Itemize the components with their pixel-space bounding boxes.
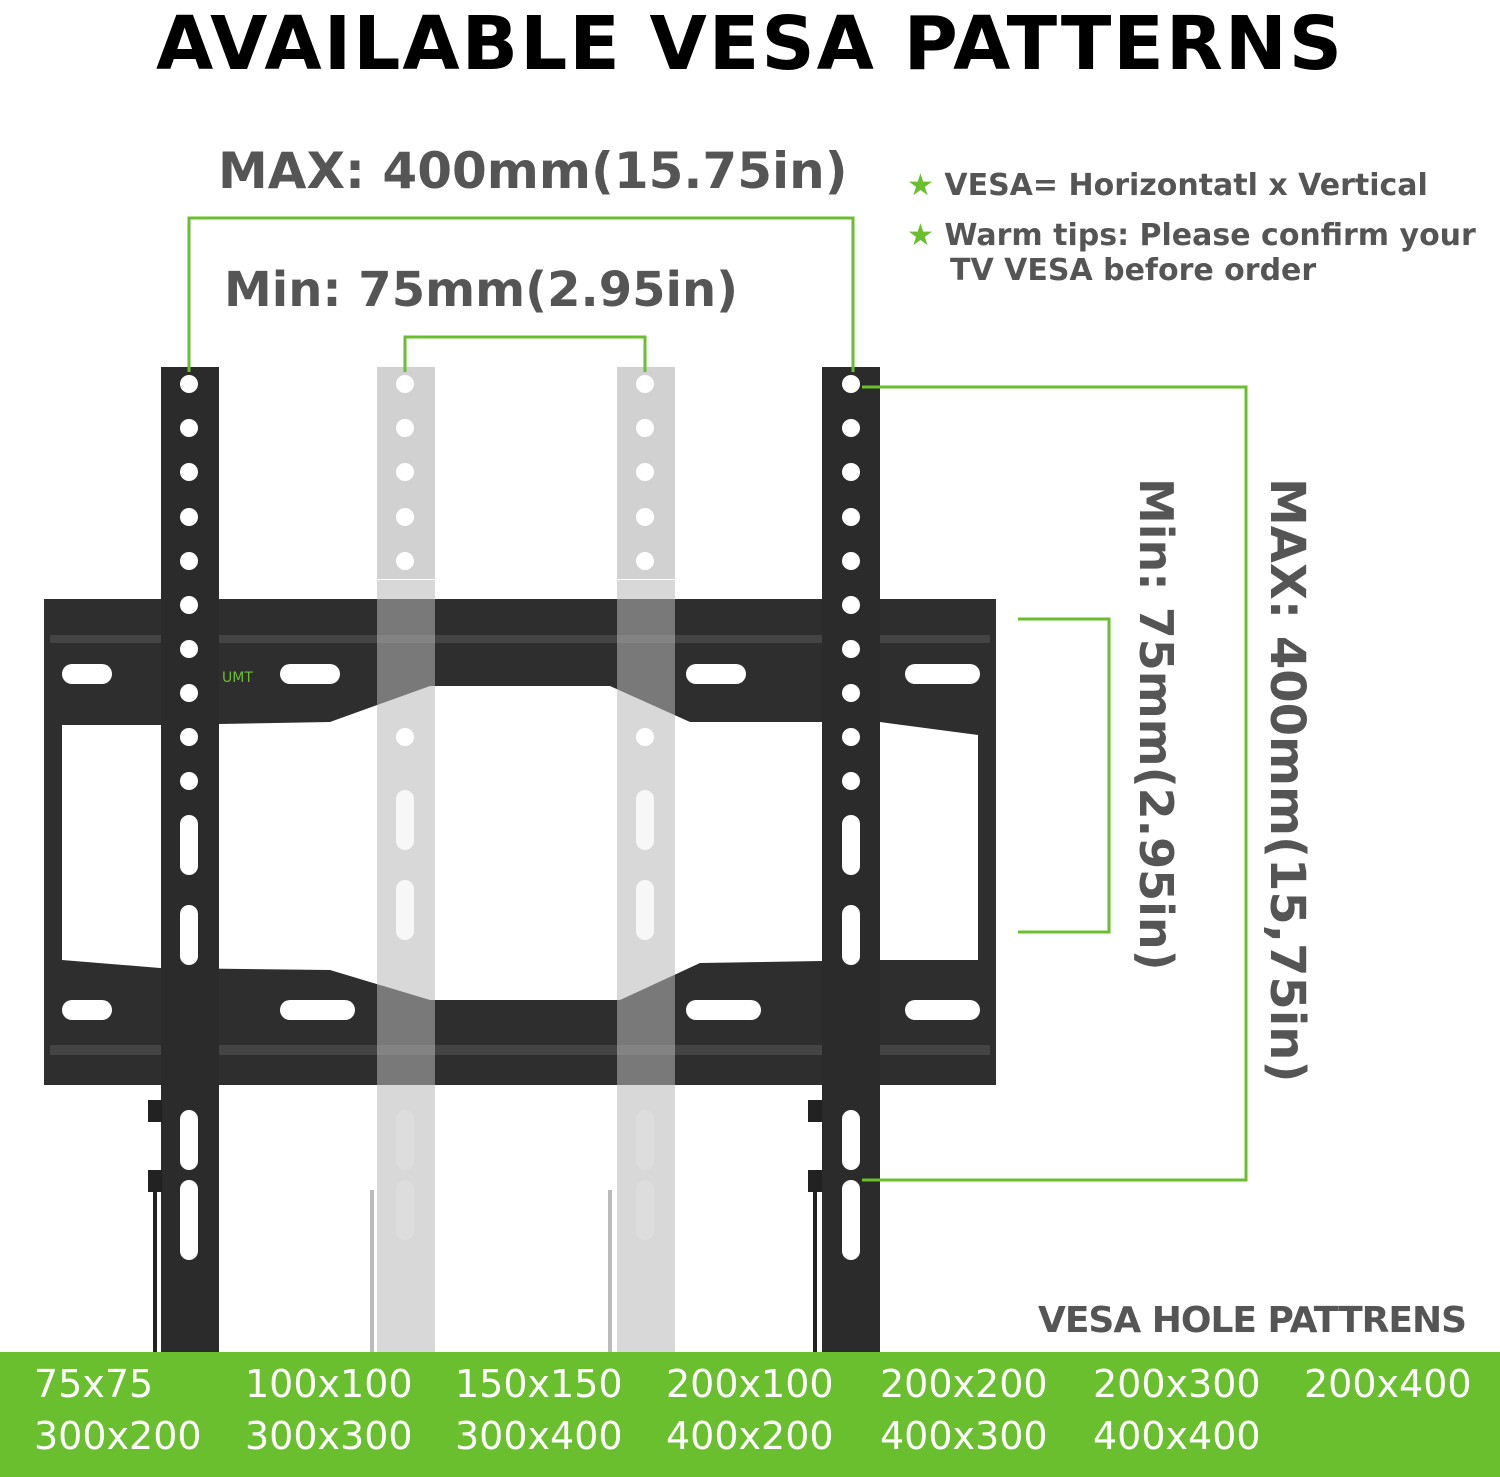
min-horizontal-label: Min: 75mm(2.95in) (224, 262, 739, 318)
pattern-cell: 200x100 (666, 1362, 834, 1406)
tip-text: Warm tips: Please confirm your (944, 218, 1476, 253)
bracket-arm-ghost-left (372, 367, 435, 1477)
pattern-cell: 300x200 (34, 1414, 202, 1458)
pattern-cell: 300x400 (455, 1414, 623, 1458)
bracket-arm-ghost-right (610, 367, 675, 1477)
pattern-cell: 200x300 (1093, 1362, 1261, 1406)
pattern-cell: 300x300 (245, 1414, 413, 1458)
pattern-cell: 400x300 (880, 1414, 1048, 1458)
max-vertical-label: MAX: 400mm(15,75in) (1259, 478, 1315, 1083)
tip-warm-tips-continued: TV VESA before order (950, 253, 1317, 288)
svg-text:UMT: UMT (222, 670, 253, 686)
pattern-cell: 400x400 (1093, 1414, 1261, 1458)
max-horizontal-label: MAX: 400mm(15.75in) (218, 142, 848, 200)
tip-vesa-definition (907, 168, 1428, 203)
tip-warm-tips (907, 218, 1476, 253)
pattern-cell: 150x150 (455, 1362, 623, 1406)
pattern-cell: 400x200 (666, 1414, 834, 1458)
pattern-cell: 75x75 (34, 1362, 154, 1406)
star-icon: ★ (907, 218, 934, 253)
hole-patterns-heading: VESA HOLE PATTRENS (1037, 1300, 1466, 1341)
tip-text: VESA= Horizontatl x Vertical (944, 168, 1428, 203)
pattern-cell: 100x100 (245, 1362, 413, 1406)
min-vertical-label: Min: 75mm(2.95in) (1129, 478, 1183, 971)
pattern-cell: 200x200 (880, 1362, 1048, 1406)
pattern-cell: 200x400 (1304, 1362, 1472, 1406)
star-icon: ★ (907, 168, 934, 203)
page-title: AVAILABLE VESA PATTERNS (155, 1, 1345, 87)
